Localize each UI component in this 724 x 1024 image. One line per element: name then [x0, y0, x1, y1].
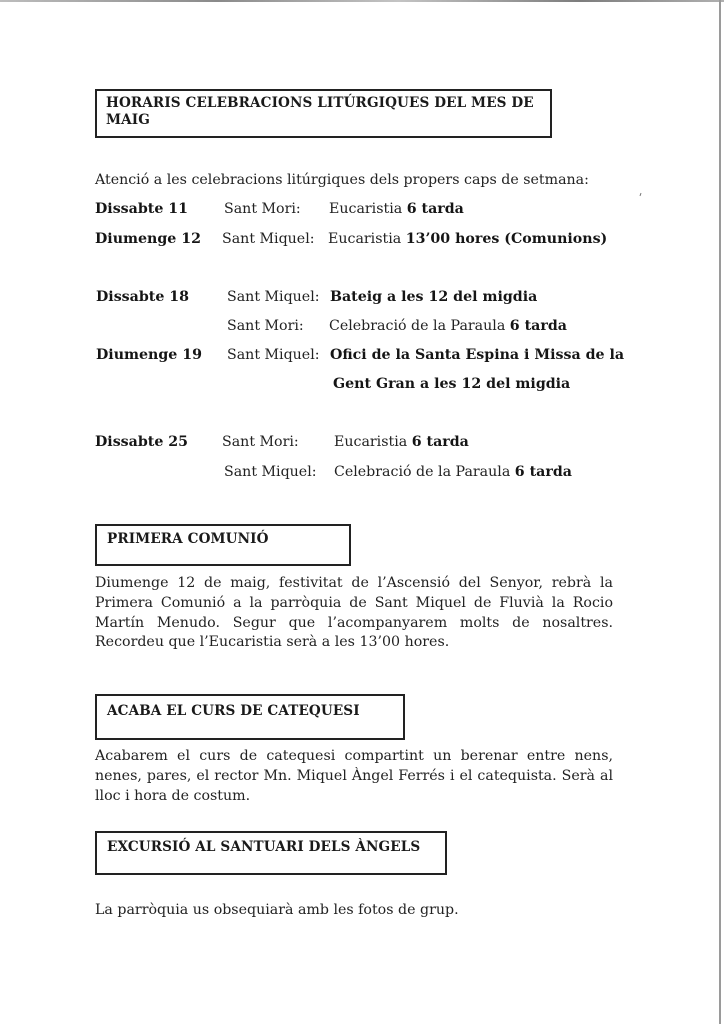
schedule-event-bold: Bateig a les 12 del migdia — [330, 289, 538, 305]
event-time: 6 tarda — [509, 318, 567, 334]
heading-primera-comunio: PRIMERA COMUNIÓ — [107, 531, 269, 547]
schedule-church: Sant Mori: — [227, 318, 304, 334]
paragraph-catequesi: Acabarem el curs de catequesi compartint un berenar entre nens, nenes, pares, el rector Mn. Miquel Àngel Ferrés i el catequista. Serà al lloc i hora de costum. — [95, 748, 613, 804]
heading-box-catequesi — [95, 694, 405, 740]
schedule-church: Sant Miquel: — [224, 464, 317, 480]
schedule-day: Dissabte 18 — [96, 289, 190, 305]
schedule-event — [334, 433, 469, 451]
heading-catequesi: ACABA EL CURS DE CATEQUESI — [107, 703, 360, 719]
event-time: 6 tarda — [406, 201, 464, 217]
paragraph-primera-comunio: Diumenge 12 de maig, festivitat de l’Ascensió del Senyor, rebrà la Primera Comunió a la parròquia de Sant Miquel de Fluvià la Rocio Martín Menudo. Segur que l’acompanyarem molts de nosaltres. Recordeu que l’Eucaristia serà a les 13’00 hores. — [95, 575, 613, 651]
scan-edge-top — [0, 0, 724, 2]
intro-text: Atenció a les celebracions litúrgiques dels propers caps de setmana: — [95, 172, 589, 188]
schedule-event — [329, 317, 567, 335]
heading-box-horaris — [95, 89, 552, 138]
schedule-event-bold-line2: Gent Gran a les 12 del migdia — [333, 376, 571, 392]
event-time: 13’00 hores (Comunions) — [405, 231, 608, 247]
schedule-day: Diumenge 19 — [96, 347, 202, 363]
schedule-day: Dissabte 25 — [95, 434, 189, 450]
event-name: Celebració de la Paraula — [334, 464, 511, 480]
schedule-church: Sant Mori: — [222, 434, 299, 450]
event-time: 6 tarda — [514, 464, 572, 480]
schedule-event — [334, 463, 572, 481]
scan-speck — [640, 193, 642, 196]
scan-edge-right — [719, 0, 721, 1024]
schedule-church: Sant Miquel: — [227, 347, 320, 363]
event-name: Eucaristia — [334, 434, 408, 450]
schedule-church: Sant Mori: — [224, 201, 301, 217]
heading-box-excursio — [95, 831, 447, 875]
schedule-day: Dissabte 11 — [95, 201, 189, 217]
heading-horaris-line2: MAIG — [106, 112, 150, 128]
schedule-church: Sant Miquel: — [227, 289, 320, 305]
schedule-church: Sant Miquel: — [222, 231, 315, 247]
schedule-event — [328, 230, 607, 248]
event-name: Eucaristia — [328, 231, 402, 247]
event-name: Eucaristia — [329, 201, 403, 217]
event-time: 6 tarda — [411, 434, 469, 450]
heading-horaris-line1: HORARIS CELEBRACIONS LITÚRGIQUES DEL MES DE — [106, 95, 534, 111]
schedule-event-bold-line1: Ofici de la Santa Espina i Missa de la — [330, 347, 625, 363]
heading-box-primera-comunio — [95, 524, 351, 566]
paragraph-excursio: La parròquia us obsequiarà amb les fotos de grup. — [95, 902, 459, 918]
schedule-event — [329, 200, 464, 218]
event-name: Celebració de la Paraula — [329, 318, 506, 334]
schedule-day: Diumenge 12 — [95, 231, 201, 247]
heading-excursio: EXCURSIÓ AL SANTUARI DELS ÀNGELS — [107, 839, 421, 855]
